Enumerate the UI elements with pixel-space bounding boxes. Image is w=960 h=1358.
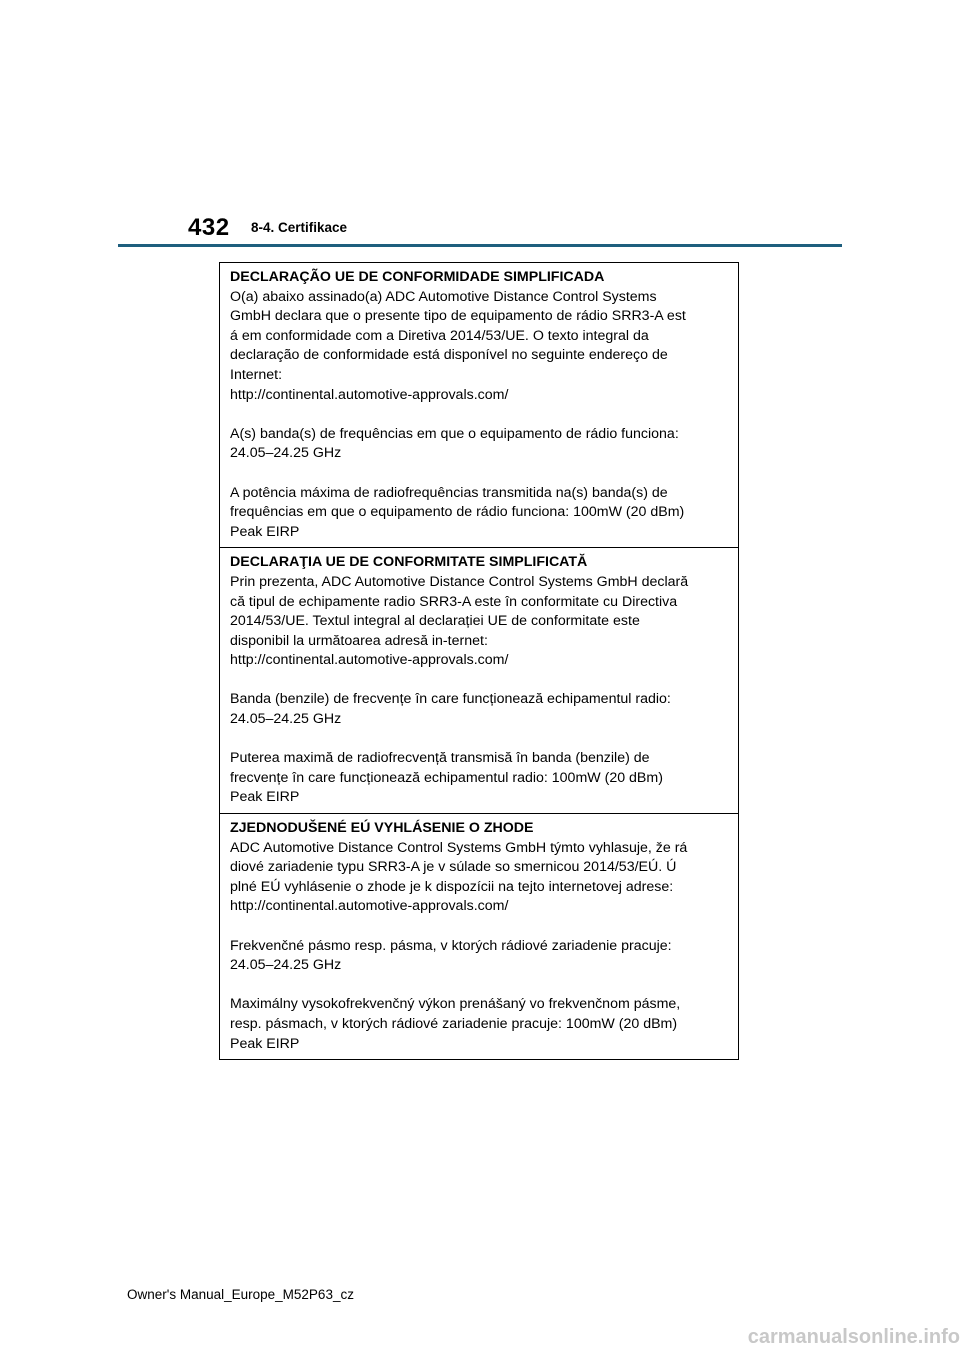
paragraph-gap bbox=[230, 464, 728, 484]
paragraph-gap bbox=[230, 730, 728, 750]
declaration-heading: DECLARAŢIA UE DE CONFORMITATE SIMPLIFICATĂ bbox=[230, 554, 588, 571]
frequency-band-text: Frekvenčné pásmo resp. pásma, v ktorých rádiové zariadenie pracuje: 24.05–24.25 GHz bbox=[230, 937, 672, 974]
declaration-box bbox=[219, 262, 739, 1060]
declaration-heading: DECLARAÇÃO UE DE CONFORMIDADE SIMPLIFICADA bbox=[230, 269, 605, 285]
declaration-heading: ZJEDNODUŠENÉ EÚ VYHLÁSENIE O ZHODE bbox=[230, 820, 534, 837]
page-number: 432 bbox=[188, 214, 230, 241]
max-power-text: Puterea maximă de radiofrecvență transmisă în banda (benzile) de frecvențe în care funcționează echipamentul radio: 100mW (20 dBm) Peak EIRP bbox=[230, 750, 663, 806]
paragraph-gap bbox=[230, 976, 728, 996]
declaration-section-slovak bbox=[220, 813, 738, 1059]
declaration-section-romanian bbox=[220, 547, 738, 813]
declaration-section-portuguese bbox=[220, 263, 738, 547]
paragraph-gap bbox=[230, 405, 728, 425]
max-power-text: Maximálny vysokofrekvenčný výkon prenášaný vo frekvenčnom pásme, resp. pásmach, v ktorých rádiové zariadenie pracuje: 100mW (20 dBm) Peak EIRP bbox=[230, 996, 681, 1052]
section-title: 8-4. Certifikace bbox=[251, 220, 348, 235]
declaration-statement: Prin prezenta, ADC Automotive Distance Control Systems GmbH declară că tipul de echipamente radio SRR3-A este în conformitate cu Directiva 2014/53/UE. Textul integral al declarației UE de conformitate este disponibil la următoarea adresă in-ternet: http://continental.automotive-approvals.com/ bbox=[230, 573, 689, 669]
paragraph-gap bbox=[230, 671, 728, 691]
frequency-band-text: A(s) banda(s) de frequências em que o equipamento de rádio funciona: 24.05–24.25 GHz bbox=[230, 425, 679, 462]
frequency-band-text: Banda (benzile) de frecvențe în care funcționează echipamentul radio: 24.05–24.25 GHz bbox=[230, 691, 671, 728]
declaration-statement: ADC Automotive Distance Control Systems GmbH týmto vyhlasuje, že rá diové zariadenie typu SRR3-A je v súlade so smernicou 2014/53/EÚ. Ú plné EÚ vyhlásenie o zhode je k dispozícii na tejto internetovej adrese: http://continental.automotive-approvals.com/ bbox=[230, 839, 688, 915]
paragraph-gap bbox=[230, 917, 728, 937]
footer-manual-name: Owner's Manual_Europe_M52P63_cz bbox=[127, 1287, 354, 1302]
header-rule bbox=[118, 244, 842, 247]
max-power-text: A potência máxima de radiofrequências transmitida na(s) banda(s) de frequências em que o equipamento de rádio funciona: 100mW (20 dBm) Peak EIRP bbox=[230, 484, 685, 540]
watermark-logo[interactable]: carmanualsonline.info bbox=[747, 1326, 960, 1348]
declaration-statement: O(a) abaixo assinado(a) ADC Automotive Distance Control Systems GmbH declara que o presente tipo de equipamento de rádio SRR3-A est á em conformidade com a Diretiva 2014/53/UE. O texto integral da declaração de conformidade está disponível no seguinte endereço de Internet: http://continental.automotive-approvals.com/ bbox=[230, 288, 686, 403]
